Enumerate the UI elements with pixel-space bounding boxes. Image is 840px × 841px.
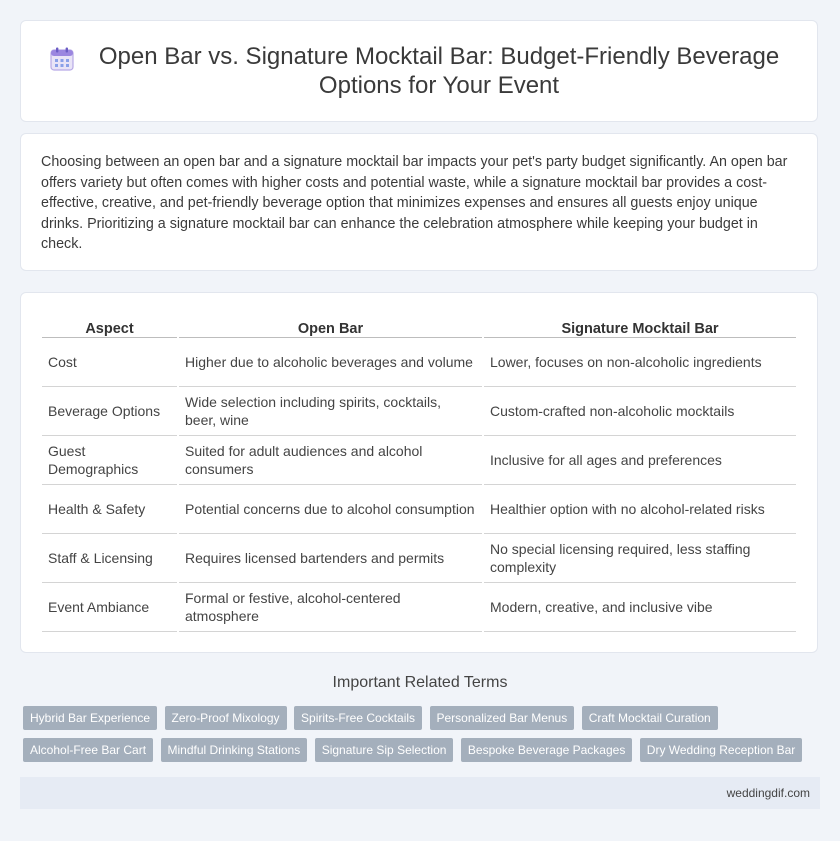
table-row [42, 534, 796, 583]
related-term-tag[interactable]: Craft Mocktail Curation [582, 706, 718, 730]
page-title: Open Bar vs. Signature Mocktail Bar: Budget-Friendly Beverage Options for Your Event [98, 43, 780, 99]
cell-open-bar: Potential concerns due to alcohol consumption [179, 485, 482, 534]
cell-mocktail-bar: Healthier option with no alcohol-related risks [484, 485, 796, 534]
footer-site-link[interactable]: weddingdif.com [726, 786, 810, 800]
comparison-card [20, 292, 818, 653]
footer [20, 777, 820, 809]
cell-mocktail-bar: Custom-crafted non-alcoholic mocktails [484, 387, 796, 436]
related-term-tag[interactable]: Zero-Proof Mixology [165, 706, 287, 730]
related-term-tag[interactable]: Hybrid Bar Experience [23, 706, 157, 730]
cell-mocktail-bar: No special licensing required, less staffing complexity [484, 534, 796, 583]
title-wrap [49, 42, 789, 100]
header-card [20, 20, 818, 122]
cell-open-bar: Higher due to alcoholic beverages and volume [179, 338, 482, 387]
cell-open-bar: Suited for adult audiences and alcohol consumers [179, 436, 482, 485]
related-term-tag[interactable]: Personalized Bar Menus [430, 706, 575, 730]
intro-text: Choosing between an open bar and a signature mocktail bar impacts your pet's party budget significantly. An open bar offers variety but often comes with higher costs and potential waste, while a signature mocktail bar provides a cost-effective, creative, and pet-friendly beverage option that minimizes expenses and ensures all guests enjoy unique drinks. Prioritizing a signature mocktail bar can enhance the celebration atmosphere while keeping your budget in check. [41, 154, 788, 252]
comparison-table [40, 315, 798, 632]
related-term-tag[interactable]: Mindful Drinking Stations [161, 738, 308, 762]
table-row [42, 485, 796, 534]
cell-aspect: Event Ambiance [42, 583, 177, 632]
related-terms-title: Important Related Terms [332, 674, 508, 691]
cell-mocktail-bar: Modern, creative, and inclusive vibe [484, 583, 796, 632]
table-header-row [42, 315, 796, 338]
related-terms-list [23, 706, 823, 770]
cell-open-bar: Requires licensed bartenders and permits [179, 534, 482, 583]
related-term-tag[interactable]: Alcohol-Free Bar Cart [23, 738, 153, 762]
cell-aspect: Cost [42, 338, 177, 387]
cell-aspect: Guest Demographics [42, 436, 177, 485]
calendar-icon [49, 46, 75, 72]
related-term-tag[interactable]: Dry Wedding Reception Bar [640, 738, 803, 762]
related-term-tag[interactable]: Spirits-Free Cocktails [294, 706, 422, 730]
header-aspect: Aspect [42, 315, 177, 338]
header-mocktail-bar: Signature Mocktail Bar [484, 315, 796, 338]
cell-mocktail-bar: Lower, focuses on non-alcoholic ingredients [484, 338, 796, 387]
cell-open-bar: Wide selection including spirits, cocktails, beer, wine [179, 387, 482, 436]
table-row [42, 583, 796, 632]
table-row [42, 338, 796, 387]
header-open-bar: Open Bar [179, 315, 482, 338]
cell-open-bar: Formal or festive, alcohol-centered atmosphere [179, 583, 482, 632]
cell-aspect: Staff & Licensing [42, 534, 177, 583]
related-term-tag[interactable]: Bespoke Beverage Packages [461, 738, 632, 762]
related-term-tag[interactable]: Signature Sip Selection [315, 738, 454, 762]
table-row [42, 436, 796, 485]
cell-aspect: Health & Safety [42, 485, 177, 534]
table-row [42, 387, 796, 436]
cell-aspect: Beverage Options [42, 387, 177, 436]
intro-card [20, 133, 818, 271]
cell-mocktail-bar: Inclusive for all ages and preferences [484, 436, 796, 485]
